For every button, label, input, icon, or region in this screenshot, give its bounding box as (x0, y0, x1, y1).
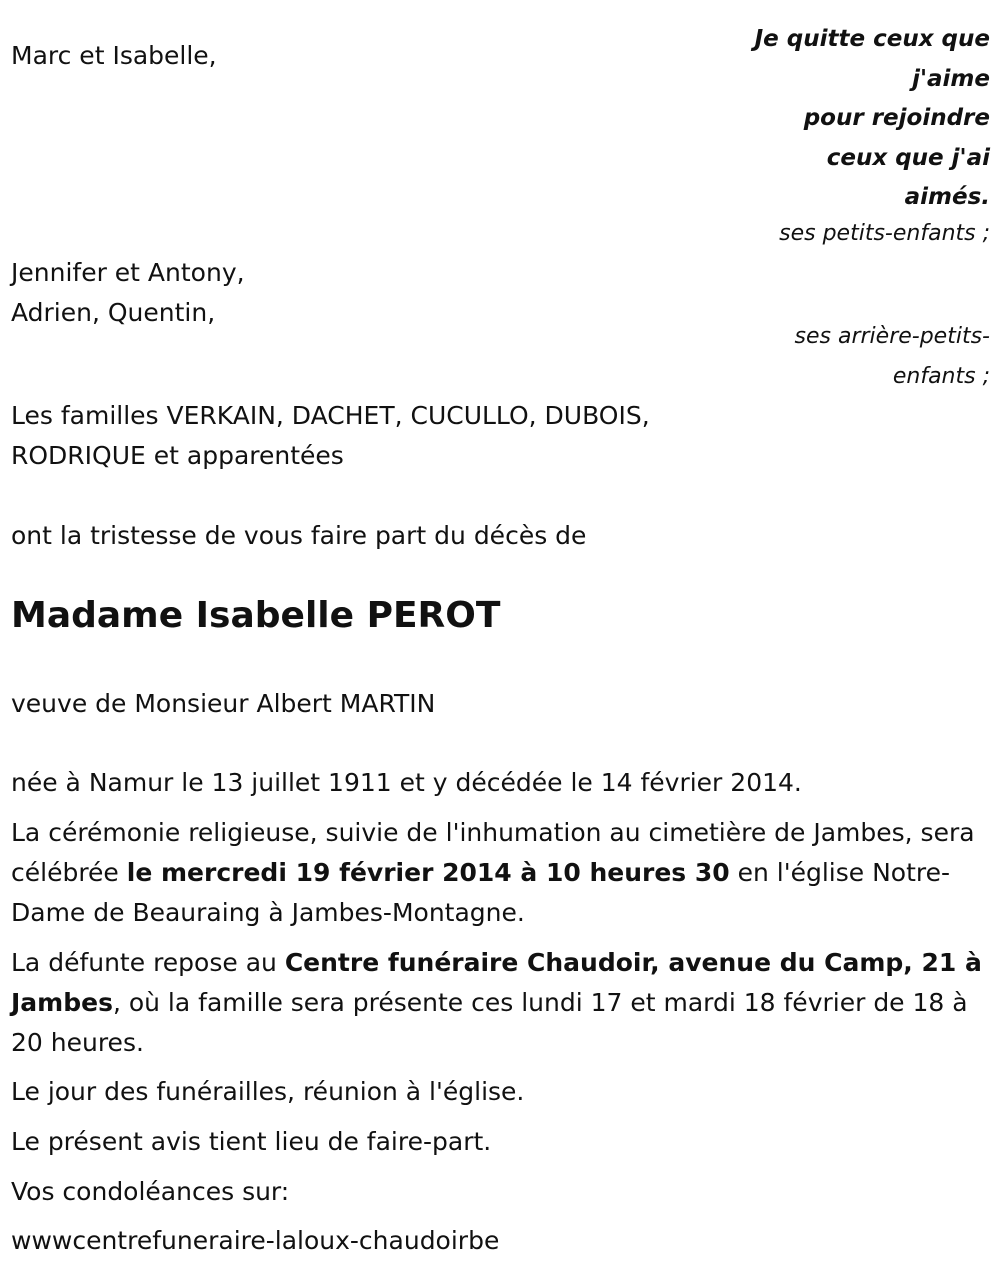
quote-line: Je quitte ceux que (754, 26, 990, 52)
visitation-place: Centre funéraire Chaudoir, avenue du Camp, 21 à Jambes (11, 948, 982, 1017)
visitation-paragraph (11, 943, 986, 1063)
visitation-rest: , où la famille sera présente ces lundi 17 et mardi 18 février de 18 à 20 heures. (11, 988, 968, 1057)
notice-note: Le présent avis tient lieu de faire-part. (11, 1127, 492, 1156)
ceremony-intro: La cérémonie religieuse, suivie de l'inhumation au cimetière de Jambes, sera célébrée (11, 818, 975, 887)
condolences-label: Vos condoléances sur: (11, 1177, 290, 1206)
grandchildren-line-1: Jennifer et Antony, (11, 258, 245, 287)
quote-line: pour rejoindre (803, 105, 990, 131)
ceremony-paragraph (11, 813, 986, 933)
grandchildren-line-2: Adrien, Quentin, (11, 298, 216, 327)
grandchildren-label: ses petits-enfants ; (779, 221, 990, 246)
families-line-2: RODRIQUE et apparentées (11, 441, 344, 470)
quote-block (710, 20, 990, 218)
great-grandchildren-label-line: enfants ; (892, 364, 990, 389)
families-line-1: Les familles VERKAIN, DACHET, CUCULLO, DUBOIS, (11, 401, 650, 430)
great-grandchildren-label-line: ses arrière-petits- (794, 324, 990, 349)
ceremony-place: en l'église Notre-Dame de Beauraing à Jambes-Montagne. (11, 858, 951, 927)
ceremony-date: le mercredi 19 février 2014 à 10 heures 30 (126, 858, 730, 887)
birth-death: née à Namur le 13 juillet 1911 et y décédée le 14 février 2014. (11, 768, 802, 797)
quote-line: ceux que j'ai (826, 144, 990, 171)
quote-line: j'aime (912, 65, 990, 92)
quote-line: aimés. (904, 184, 990, 210)
website-link[interactable]: wwwcentrefuneraire-laloux-chaudoirbe (11, 1226, 500, 1255)
visitation-intro: La défunte repose au (11, 948, 285, 977)
great-grandchildren-label (730, 317, 990, 397)
children-line: Marc et Isabelle, (11, 41, 217, 70)
deceased-name: Madame Isabelle PEROT (11, 595, 501, 636)
announcement: ont la tristesse de vous faire part du décès de (11, 521, 587, 550)
widow-of: veuve de Monsieur Albert MARTIN (11, 689, 436, 718)
meeting-note: Le jour des funérailles, réunion à l'église. (11, 1077, 525, 1106)
